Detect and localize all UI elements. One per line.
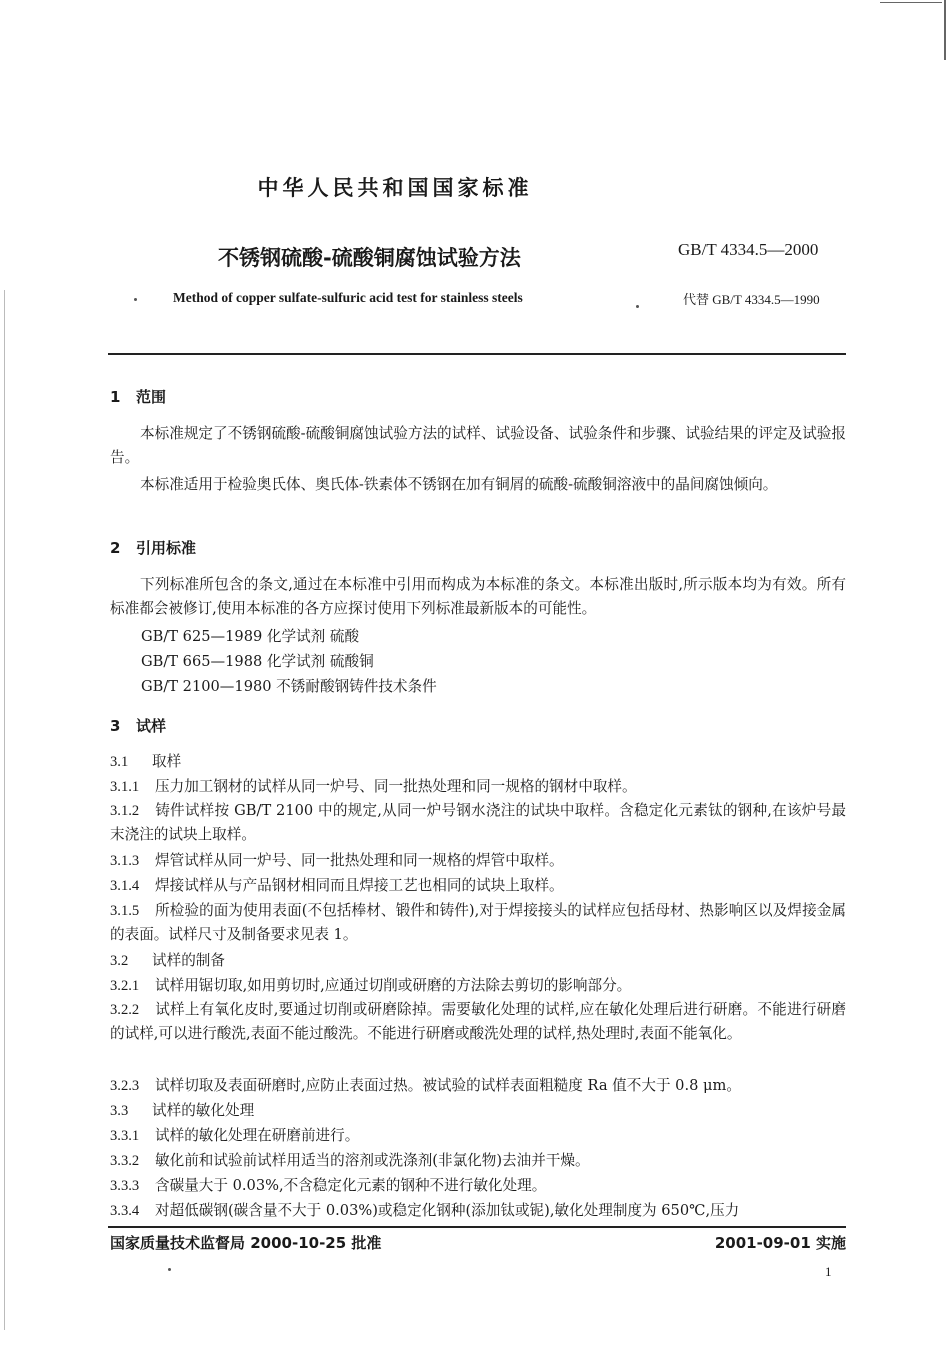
title-english: Method of copper sulfate-sulfuric acid test for stainless steels: [173, 290, 523, 305]
footer-rule: [108, 1226, 846, 1228]
clause-text: 试样切取及表面研磨时,应防止表面过热。被试验的试样表面粗糙度 Ra 值不大于 0.8 μm。: [155, 1077, 741, 1094]
section-3-heading: [110, 715, 166, 736]
clause-number: 3.2.1: [110, 978, 140, 994]
clause-number: 3.1.3: [110, 853, 140, 869]
clause-3-3-1: [110, 1124, 846, 1148]
clause-3-3-3: [110, 1174, 846, 1198]
implementation-date: 2001-09-01 实施: [714, 1234, 846, 1252]
clause-number: 3.1.1: [110, 779, 140, 795]
clause-3-3-2: [110, 1149, 846, 1173]
clause-3-2-1: [110, 974, 846, 998]
clause-3-1: [110, 750, 846, 774]
clause-text: 焊管试样从同一炉号、同一批热处理和同一规格的焊管中取样。: [155, 852, 564, 869]
scan-corner-mark: [880, 2, 942, 3]
clause-3-1-4: [110, 874, 846, 898]
clause-3-1-3: [110, 849, 846, 873]
document-type: 中华人民共和国国家标准: [257, 176, 533, 200]
clause-text: 对超低碳钢(碳含量不大于 0.03%)或稳定化钢种(添加钛或铌),敏化处理制度为 650℃,压力: [155, 1202, 740, 1219]
clause-3-1-2: [110, 799, 846, 847]
clause-3-1-1: [110, 775, 846, 799]
clause-3-1-5: [110, 899, 846, 947]
reference-standard: GB/T 625—1989 化学试剂 硫酸: [141, 628, 360, 645]
clause-number: 3.3: [110, 1103, 129, 1119]
scan-edge-line-right: [944, 0, 946, 60]
clause-3-3-4: [110, 1199, 846, 1223]
reference-standard: GB/T 2100—1980 不锈耐酸钢铸件技术条件: [141, 678, 437, 695]
clause-number: 3.3.2: [110, 1153, 140, 1169]
title-chinese: 不锈钢硫酸-硫酸铜腐蚀试验方法: [218, 246, 521, 270]
clause-text: 试样的敏化处理: [152, 1102, 255, 1119]
scan-speck: [168, 1268, 171, 1271]
clause-number: 3.2: [110, 953, 129, 969]
clause-text: 焊接试样从与产品钢材相同而且焊接工艺也相同的试块上取样。: [155, 877, 564, 894]
section-title: 引用标准: [136, 539, 197, 557]
clause-text: 含碳量大于 0.03%,不含稳定化元素的钢种不进行敏化处理。: [155, 1177, 547, 1194]
replaces-standard: 代替 GB/T 4334.5—1990: [683, 292, 820, 307]
clause-text: 试样用锯切取,如用剪切时,应通过切削或研磨的方法除去剪切的影响部分。: [155, 977, 632, 994]
section-1-paragraph-1: 本标准规定了不锈钢硫酸-硫酸铜腐蚀试验方法的试样、试验设备、试验条件和步骤、试验结果的评定及试验报告。: [110, 425, 846, 466]
clause-text: 试样的敏化处理在研磨前进行。: [155, 1127, 360, 1144]
clause-number: 3.3.3: [110, 1178, 140, 1194]
header-rule: [108, 353, 846, 355]
section-number: 1: [110, 388, 121, 406]
standard-number: GB/T 4334.5—2000: [678, 240, 819, 259]
clause-text: 铸件试样按 GB/T 2100 中的规定,从同一炉号钢水浇注的试块中取样。含稳定化元素钛的钢种,在该炉号最末浇注的试块上取样。: [110, 802, 846, 843]
clause-number: 3.3.1: [110, 1128, 140, 1144]
reference-standard: GB/T 665—1988 化学试剂 硫酸铜: [141, 653, 374, 670]
page-number: 1: [825, 1264, 832, 1279]
clause-text: 敏化前和试验前试样用适当的溶剂或洗涤剂(非氯化物)去油并干燥。: [155, 1152, 590, 1169]
clause-3-2: [110, 949, 846, 973]
scan-speck: [636, 305, 639, 308]
section-1-heading: [110, 386, 166, 407]
section-2-heading: [110, 537, 196, 558]
scan-edge-line: [4, 290, 5, 1330]
section-2-paragraph-1: 下列标准所包含的条文,通过在本标准中引用而构成为本标准的条文。本标准出版时,所示版本均为有效。所有标准都会被修订,使用本标准的各方应探讨使用下列标准最新版本的可能性。: [110, 576, 846, 617]
clause-number: 3.1.5: [110, 903, 140, 919]
clause-3-2-2: [110, 998, 846, 1046]
clause-3-2-3: [110, 1074, 846, 1098]
section-number: 2: [110, 539, 121, 557]
approval-line: 国家质量技术监督局 2000-10-25 批准: [110, 1234, 382, 1252]
clause-number: 3.2.3: [110, 1078, 140, 1094]
section-title: 范围: [136, 388, 167, 406]
clause-text: 所检验的面为使用表面(不包括棒材、锻件和铸件),对于焊接接头的试样应包括母材、热影响区以及焊接金属的表面。试样尺寸及制备要求见表 1。: [110, 902, 846, 943]
section-1-paragraph-2: 本标准适用于检验奥氏体、奥氏体-铁素体不锈钢在加有铜屑的硫酸-硫酸铜溶液中的晶间腐蚀倾向。: [140, 476, 778, 493]
section-number: 3: [110, 717, 121, 735]
clause-text: 压力加工钢材的试样从同一炉号、同一批热处理和同一规格的钢材中取样。: [155, 778, 637, 795]
clause-number: 3.1.4: [110, 878, 140, 894]
clause-text: 试样的制备: [152, 952, 225, 969]
clause-text: 试样上有氧化皮时,要通过切削或研磨除掉。需要敏化处理的试样,应在敏化处理后进行研磨。不能进行研磨的试样,可以进行酸洗,表面不能过酸洗。不能进行研磨或酸洗处理的试样,热处理时,表面不能氧化。: [110, 1001, 846, 1042]
section-title: 试样: [136, 717, 167, 735]
clause-number: 3.2.2: [110, 1002, 140, 1018]
clause-text: 取样: [152, 753, 182, 770]
clause-number: 3.1: [110, 754, 129, 770]
clause-3-3: [110, 1099, 846, 1123]
scan-speck: [134, 298, 137, 301]
clause-number: 3.3.4: [110, 1203, 140, 1219]
clause-number: 3.1.2: [110, 803, 140, 819]
